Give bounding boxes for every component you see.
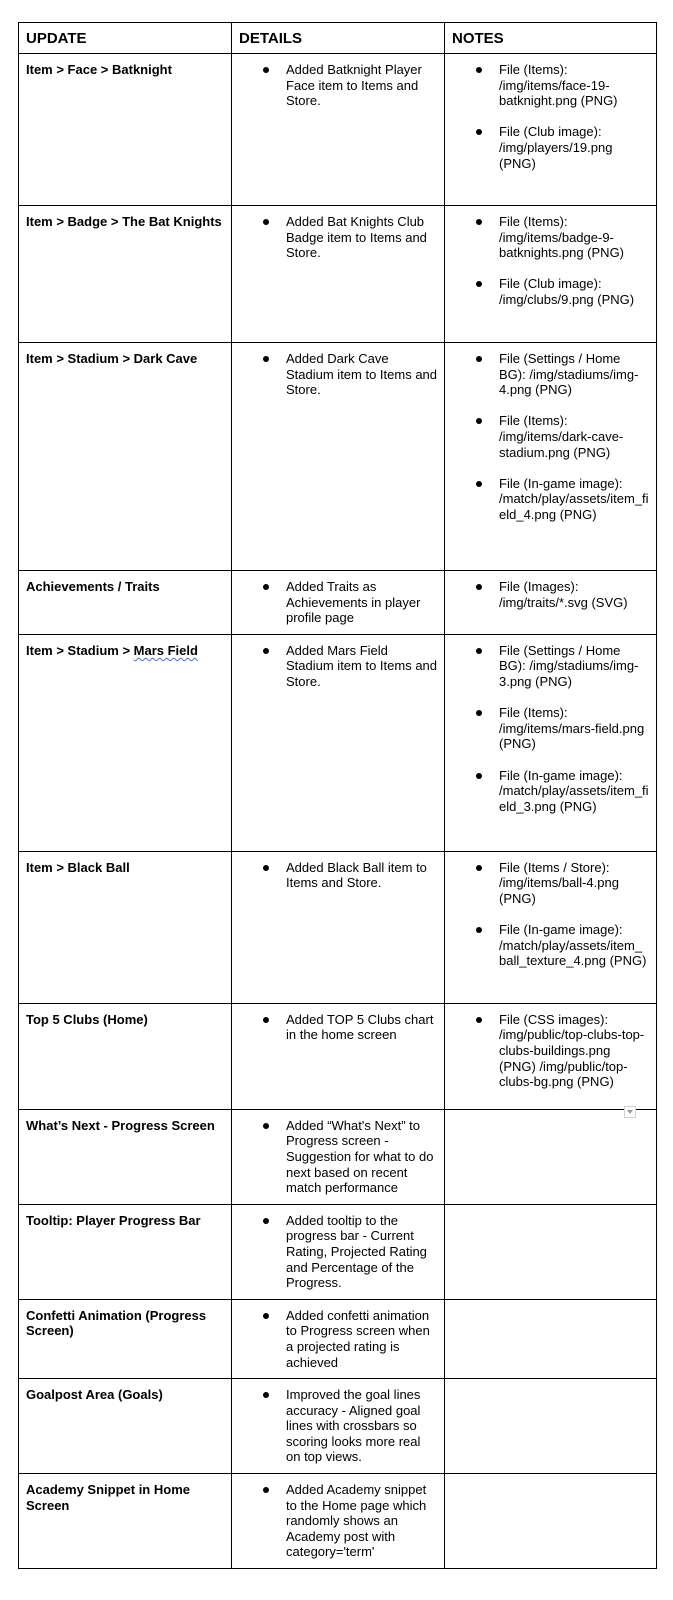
bullet-icon	[263, 584, 269, 590]
bullet-icon	[476, 67, 482, 73]
notes-cell[interactable]	[445, 571, 657, 635]
notes-list	[452, 214, 649, 308]
bullet-icon	[263, 67, 269, 73]
list-item: File (In-game image): /match/play/assets/item_field_4.png (PNG)	[452, 476, 649, 523]
header-row	[19, 23, 657, 54]
table-row	[19, 1474, 657, 1569]
list-item: File (In-game image): /match/play/assets/item_ball_texture_4.png (PNG)	[452, 922, 649, 969]
table-row	[19, 1379, 657, 1474]
update-cell[interactable]: Goalpost Area (Goals)	[19, 1379, 232, 1474]
details-cell[interactable]	[232, 571, 445, 635]
notes-cell[interactable]	[445, 54, 657, 206]
details-cell[interactable]	[232, 206, 445, 343]
bullet-icon	[476, 356, 482, 362]
update-cell[interactable]: Item > Black Ball	[19, 851, 232, 1003]
details-list	[239, 1118, 437, 1196]
update-cell[interactable]: Item > Badge > The Bat Knights	[19, 206, 232, 343]
notes-list	[452, 62, 649, 171]
bullet-icon	[476, 710, 482, 716]
list-item: Added confetti animation to Progress screen when a projected rating is achieved	[239, 1308, 437, 1370]
notes-cell[interactable]	[445, 206, 657, 343]
table-row	[19, 634, 657, 851]
details-cell[interactable]	[232, 1474, 445, 1569]
notes-cell[interactable]	[445, 1474, 657, 1569]
list-item: Improved the goal lines accuracy - Aligned goal lines with crossbars so scoring looks more real on top views.	[239, 1387, 437, 1465]
bullet-icon	[263, 1123, 269, 1129]
table-row	[19, 54, 657, 206]
table-row	[19, 206, 657, 343]
details-cell[interactable]	[232, 343, 445, 571]
details-cell[interactable]	[232, 1003, 445, 1109]
list-item: File (In-game image): /match/play/assets/item_field_3.png (PNG)	[452, 768, 649, 815]
bullet-icon	[263, 648, 269, 654]
bullet-icon	[263, 1017, 269, 1023]
notes-list	[452, 860, 649, 969]
list-item: Added Traits as Achievements in player profile page	[239, 579, 437, 626]
details-cell[interactable]	[232, 1299, 445, 1378]
list-item: Added Dark Cave Stadium item to Items and Store.	[239, 351, 437, 398]
bullet-icon	[476, 1017, 482, 1023]
notes-cell[interactable]	[445, 343, 657, 571]
bullet-icon	[263, 865, 269, 871]
details-column-header: DETAILS	[232, 23, 445, 54]
update-column-header: UPDATE	[19, 23, 232, 54]
update-cell[interactable]: Item > Stadium > Mars Field	[19, 634, 232, 851]
details-list	[239, 1012, 437, 1043]
bullet-icon	[476, 129, 482, 135]
bullet-icon	[476, 219, 482, 225]
notes-cell[interactable]	[445, 1379, 657, 1474]
notes-list	[452, 1012, 649, 1090]
list-item: Added Black Ball item to Items and Store.	[239, 860, 437, 891]
list-item: Added Bat Knights Club Badge item to Items and Store.	[239, 214, 437, 261]
details-list	[239, 1482, 437, 1560]
details-cell[interactable]	[232, 1204, 445, 1299]
notes-cell[interactable]	[445, 634, 657, 851]
bullet-icon	[476, 584, 482, 590]
bullet-icon	[476, 481, 482, 487]
notes-cell[interactable]	[445, 1299, 657, 1378]
update-cell[interactable]: Item > Stadium > Dark Cave	[19, 343, 232, 571]
list-item: File (Items): /img/items/mars-field.png (PNG)	[452, 705, 649, 752]
list-item: File (Items): /img/items/dark-cave-stadium.png (PNG)	[452, 413, 649, 460]
update-cell[interactable]: Academy Snippet in Home Screen	[19, 1474, 232, 1569]
list-item: File (Images): /img/traits/*.svg (SVG)	[452, 579, 649, 610]
list-item: File (Items): /img/items/badge-9-batknights.png (PNG)	[452, 214, 649, 261]
details-cell[interactable]	[232, 851, 445, 1003]
table-row	[19, 1109, 657, 1204]
details-cell[interactable]	[232, 634, 445, 851]
table-row	[19, 1003, 657, 1109]
bullet-icon	[476, 281, 482, 287]
list-item: File (Club image): /img/players/19.png (PNG)	[452, 124, 649, 171]
update-cell[interactable]: Item > Face > Batknight	[19, 54, 232, 206]
details-list	[239, 860, 437, 891]
update-cell[interactable]: What’s Next - Progress Screen	[19, 1109, 232, 1204]
update-cell[interactable]: Achievements / Traits	[19, 571, 232, 635]
update-cell[interactable]: Top 5 Clubs (Home)	[19, 1003, 232, 1109]
details-list	[239, 579, 437, 626]
notes-list	[452, 351, 649, 523]
details-list	[239, 1308, 437, 1370]
notes-cell[interactable]	[445, 1003, 657, 1109]
table-row	[19, 851, 657, 1003]
details-list	[239, 643, 437, 690]
bullet-icon	[263, 1218, 269, 1224]
bullet-icon	[476, 418, 482, 424]
table-row	[19, 571, 657, 635]
notes-list	[452, 579, 649, 610]
bullet-icon	[263, 356, 269, 362]
bullet-icon	[476, 927, 482, 933]
list-item: File (Settings / Home BG): /img/stadiums/img-3.png (PNG)	[452, 643, 649, 690]
list-item: Added Academy snippet to the Home page which randomly shows an Academy post with category='term'	[239, 1482, 437, 1560]
spellcheck-flagged-text: Mars Field	[133, 642, 198, 658]
bullet-icon	[476, 648, 482, 654]
list-item: File (Items): /img/items/face-19-batknight.png (PNG)	[452, 62, 649, 109]
details-cell[interactable]	[232, 1379, 445, 1474]
list-item: File (Items / Store): /img/items/ball-4.png (PNG)	[452, 860, 649, 907]
table-row	[19, 1204, 657, 1299]
table-row	[19, 343, 657, 571]
list-item: Added TOP 5 Clubs chart in the home screen	[239, 1012, 437, 1043]
details-list	[239, 62, 437, 109]
changelog-table	[18, 22, 657, 1569]
details-list	[239, 1213, 437, 1291]
chevron-down-icon[interactable]	[624, 1106, 636, 1118]
list-item: Added tooltip to the progress bar - Current Rating, Projected Rating and Percentage of the Progress.	[239, 1213, 437, 1291]
list-item: Added Mars Field Stadium item to Items and Store.	[239, 643, 437, 690]
details-list	[239, 351, 437, 398]
update-cell[interactable]: Confetti Animation (Progress Screen)	[19, 1299, 232, 1378]
update-cell[interactable]: Tooltip: Player Progress Bar	[19, 1204, 232, 1299]
bullet-icon	[263, 1313, 269, 1319]
notes-cell[interactable]	[445, 1204, 657, 1299]
list-item: Added “What's Next” to Progress screen - Suggestion for what to do next based on recent match performance	[239, 1118, 437, 1196]
bullet-icon	[476, 865, 482, 871]
notes-cell[interactable]	[445, 1109, 657, 1204]
details-list	[239, 214, 437, 261]
notes-list	[452, 643, 649, 815]
details-cell[interactable]	[232, 1109, 445, 1204]
notes-cell[interactable]	[445, 851, 657, 1003]
bullet-icon	[263, 1392, 269, 1398]
details-list	[239, 1387, 437, 1465]
details-cell[interactable]	[232, 54, 445, 206]
bullet-icon	[263, 1487, 269, 1493]
table-row	[19, 1299, 657, 1378]
list-item: File (Settings / Home BG): /img/stadiums/img-4.png (PNG)	[452, 351, 649, 398]
list-item: File (Club image): /img/clubs/9.png (PNG)	[452, 276, 649, 307]
bullet-icon	[263, 219, 269, 225]
list-item: Added Batknight Player Face item to Items and Store.	[239, 62, 437, 109]
list-item: File (CSS images): /img/public/top-clubs-top-clubs-buildings.png (PNG) /img/public/top-clubs-bg.png (PNG)	[452, 1012, 649, 1090]
notes-column-header: NOTES	[445, 23, 657, 54]
bullet-icon	[476, 773, 482, 779]
